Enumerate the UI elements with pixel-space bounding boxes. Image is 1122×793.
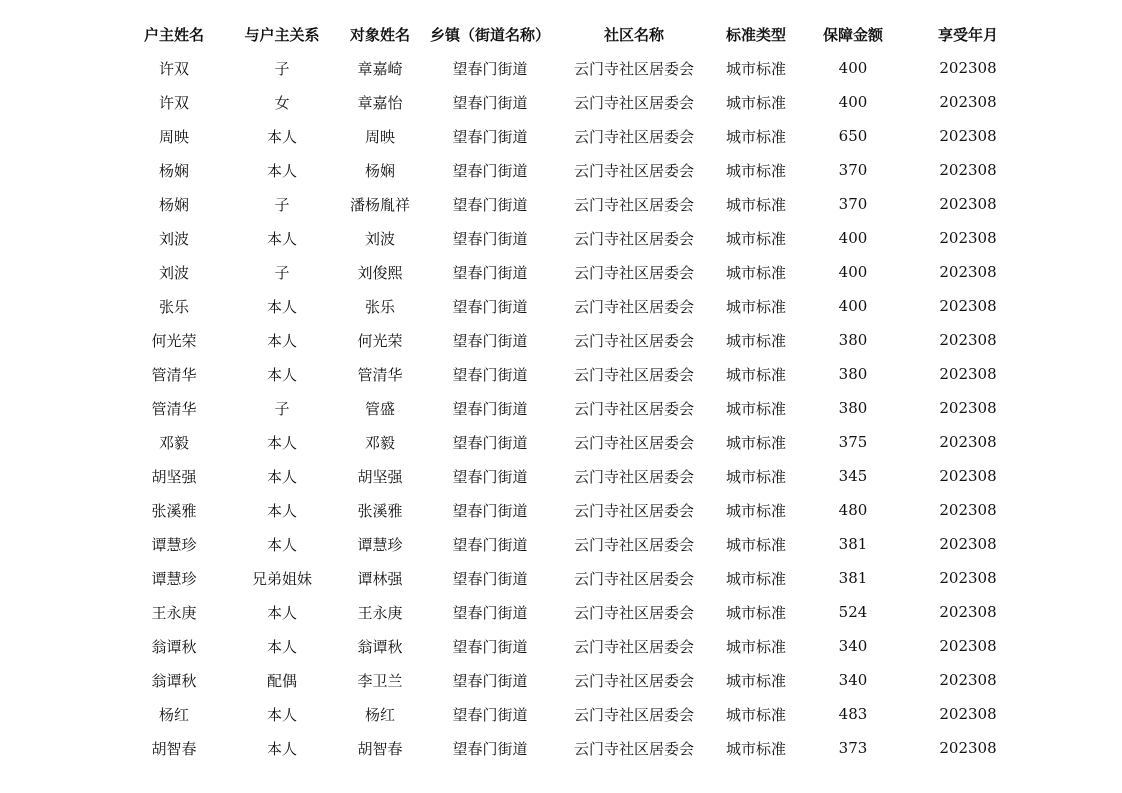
header-community: 社区名称 (603, 25, 664, 44)
cell-standard-type: 城市标准 (725, 535, 786, 554)
cell-recipient-name: 张乐 (364, 297, 395, 316)
cell-period: 202308 (939, 161, 997, 179)
cell-standard-type: 城市标准 (725, 705, 786, 724)
cell-household-head: 刘波 (158, 263, 189, 282)
cell-period: 202308 (939, 637, 997, 655)
cell-community: 云门寺社区居委会 (573, 399, 694, 418)
header-recipient-name: 对象姓名 (349, 25, 410, 44)
header-row (120, 17, 1030, 51)
table-row (120, 731, 1030, 765)
cell-township: 望春门街道 (452, 535, 528, 554)
cell-township: 望春门街道 (452, 229, 528, 248)
table-row (120, 527, 1030, 561)
table-row (120, 323, 1030, 357)
cell-township: 望春门街道 (452, 603, 528, 622)
cell-recipient-name: 管清华 (357, 365, 403, 384)
cell-relationship: 子 (274, 195, 290, 214)
cell-recipient-name: 李卫兰 (357, 671, 403, 690)
cell-recipient-name: 王永庚 (357, 603, 403, 622)
header-period: 享受年月 (937, 25, 998, 44)
cell-period: 202308 (939, 739, 997, 757)
cell-household-head: 管清华 (151, 365, 197, 384)
cell-township: 望春门街道 (452, 59, 528, 78)
cell-relationship: 本人 (266, 365, 297, 384)
cell-standard-type: 城市标准 (725, 229, 786, 248)
cell-recipient-name: 章嘉怡 (357, 93, 403, 112)
cell-amount: 400 (838, 93, 868, 111)
cell-township: 望春门街道 (452, 161, 528, 180)
cell-amount: 370 (838, 195, 868, 213)
cell-community: 云门寺社区居委会 (573, 705, 694, 724)
cell-standard-type: 城市标准 (725, 127, 786, 146)
cell-community: 云门寺社区居委会 (573, 229, 694, 248)
cell-community: 云门寺社区居委会 (573, 93, 694, 112)
cell-standard-type: 城市标准 (725, 637, 786, 656)
cell-recipient-name: 管盛 (364, 399, 395, 418)
cell-township: 望春门街道 (452, 365, 528, 384)
cell-household-head: 刘波 (158, 229, 189, 248)
table-row (120, 289, 1030, 323)
cell-period: 202308 (939, 59, 997, 77)
cell-relationship: 本人 (266, 229, 297, 248)
cell-amount: 381 (838, 569, 868, 587)
cell-household-head: 翁谭秋 (151, 637, 197, 656)
cell-recipient-name: 周映 (364, 127, 395, 146)
assistance-roster-table (120, 17, 1030, 765)
table-row (120, 119, 1030, 153)
cell-standard-type: 城市标准 (725, 331, 786, 350)
cell-recipient-name: 张溪雅 (357, 501, 403, 520)
cell-amount: 380 (838, 331, 868, 349)
cell-period: 202308 (939, 229, 997, 247)
cell-standard-type: 城市标准 (725, 501, 786, 520)
cell-period: 202308 (939, 127, 997, 145)
cell-township: 望春门街道 (452, 331, 528, 350)
cell-standard-type: 城市标准 (725, 263, 786, 282)
cell-standard-type: 城市标准 (725, 569, 786, 588)
cell-period: 202308 (939, 365, 997, 383)
table-row (120, 221, 1030, 255)
table-row (120, 153, 1030, 187)
table-row (120, 357, 1030, 391)
table-row (120, 85, 1030, 119)
cell-standard-type: 城市标准 (725, 433, 786, 452)
cell-period: 202308 (939, 433, 997, 451)
cell-relationship: 本人 (266, 603, 297, 622)
cell-relationship: 子 (274, 399, 290, 418)
cell-relationship: 本人 (266, 297, 297, 316)
cell-household-head: 翁谭秋 (151, 671, 197, 690)
table-row (120, 629, 1030, 663)
cell-relationship: 兄弟姐妹 (251, 569, 312, 588)
cell-amount: 650 (838, 127, 868, 145)
cell-amount: 340 (838, 637, 868, 655)
cell-recipient-name: 翁谭秋 (357, 637, 403, 656)
cell-township: 望春门街道 (452, 93, 528, 112)
cell-amount: 480 (838, 501, 868, 519)
cell-amount: 370 (838, 161, 868, 179)
cell-standard-type: 城市标准 (725, 365, 786, 384)
cell-community: 云门寺社区居委会 (573, 671, 694, 690)
cell-period: 202308 (939, 671, 997, 689)
cell-community: 云门寺社区居委会 (573, 603, 694, 622)
cell-township: 望春门街道 (452, 467, 528, 486)
cell-amount: 340 (838, 671, 868, 689)
cell-township: 望春门街道 (452, 399, 528, 418)
cell-relationship: 本人 (266, 535, 297, 554)
table-row (120, 663, 1030, 697)
cell-household-head: 谭慧珍 (151, 569, 197, 588)
cell-community: 云门寺社区居委会 (573, 161, 694, 180)
cell-period: 202308 (939, 705, 997, 723)
cell-recipient-name: 杨红 (364, 705, 395, 724)
cell-standard-type: 城市标准 (725, 297, 786, 316)
cell-relationship: 本人 (266, 705, 297, 724)
cell-township: 望春门街道 (452, 263, 528, 282)
cell-period: 202308 (939, 501, 997, 519)
cell-amount: 345 (838, 467, 868, 485)
cell-township: 望春门街道 (452, 739, 528, 758)
cell-community: 云门寺社区居委会 (573, 569, 694, 588)
cell-amount: 375 (838, 433, 868, 451)
cell-community: 云门寺社区居委会 (573, 127, 694, 146)
cell-amount: 400 (838, 229, 868, 247)
cell-period: 202308 (939, 93, 997, 111)
cell-community: 云门寺社区居委会 (573, 433, 694, 452)
cell-township: 望春门街道 (452, 297, 528, 316)
cell-period: 202308 (939, 603, 997, 621)
cell-standard-type: 城市标准 (725, 603, 786, 622)
cell-standard-type: 城市标准 (725, 93, 786, 112)
cell-recipient-name: 谭林强 (357, 569, 403, 588)
cell-recipient-name: 邓毅 (364, 433, 395, 452)
cell-community: 云门寺社区居委会 (573, 365, 694, 384)
table-body (120, 51, 1030, 765)
cell-township: 望春门街道 (452, 127, 528, 146)
table-header (120, 17, 1030, 51)
cell-period: 202308 (939, 399, 997, 417)
cell-relationship: 子 (274, 263, 290, 282)
table-row (120, 425, 1030, 459)
cell-community: 云门寺社区居委会 (573, 739, 694, 758)
cell-period: 202308 (939, 263, 997, 281)
cell-township: 望春门街道 (452, 501, 528, 520)
table-row (120, 697, 1030, 731)
header-standard-type: 标准类型 (725, 25, 786, 44)
cell-household-head: 邓毅 (158, 433, 189, 452)
cell-recipient-name: 潘杨胤祥 (349, 195, 410, 214)
cell-recipient-name: 杨娴 (364, 161, 395, 180)
cell-household-head: 何光荣 (151, 331, 197, 350)
cell-period: 202308 (939, 297, 997, 315)
cell-household-head: 杨红 (158, 705, 189, 724)
cell-relationship: 本人 (266, 467, 297, 486)
cell-recipient-name: 刘俊熙 (357, 263, 403, 282)
cell-community: 云门寺社区居委会 (573, 297, 694, 316)
cell-recipient-name: 刘波 (364, 229, 395, 248)
cell-household-head: 张乐 (158, 297, 189, 316)
table-row (120, 595, 1030, 629)
cell-township: 望春门街道 (452, 195, 528, 214)
cell-relationship: 本人 (266, 433, 297, 452)
cell-relationship: 配偶 (266, 671, 297, 690)
cell-relationship: 本人 (266, 331, 297, 350)
table-row (120, 187, 1030, 221)
cell-recipient-name: 胡智春 (357, 739, 403, 758)
cell-amount: 483 (838, 705, 868, 723)
cell-township: 望春门街道 (452, 569, 528, 588)
cell-community: 云门寺社区居委会 (573, 263, 694, 282)
cell-household-head: 王永庚 (151, 603, 197, 622)
cell-relationship: 本人 (266, 501, 297, 520)
cell-amount: 381 (838, 535, 868, 553)
cell-community: 云门寺社区居委会 (573, 59, 694, 78)
cell-period: 202308 (939, 569, 997, 587)
cell-period: 202308 (939, 195, 997, 213)
cell-community: 云门寺社区居委会 (573, 195, 694, 214)
cell-amount: 400 (838, 59, 868, 77)
cell-standard-type: 城市标准 (725, 59, 786, 78)
cell-recipient-name: 何光荣 (357, 331, 403, 350)
cell-household-head: 谭慧珍 (151, 535, 197, 554)
cell-relationship: 本人 (266, 637, 297, 656)
cell-household-head: 杨娴 (158, 161, 189, 180)
cell-standard-type: 城市标准 (725, 399, 786, 418)
cell-community: 云门寺社区居委会 (573, 501, 694, 520)
cell-relationship: 女 (274, 93, 290, 112)
table-row (120, 561, 1030, 595)
cell-township: 望春门街道 (452, 637, 528, 656)
cell-household-head: 周映 (158, 127, 189, 146)
cell-recipient-name: 谭慧珍 (357, 535, 403, 554)
header-relationship: 与户主关系 (244, 25, 320, 44)
cell-standard-type: 城市标准 (725, 467, 786, 486)
cell-household-head: 胡智春 (151, 739, 197, 758)
cell-standard-type: 城市标准 (725, 195, 786, 214)
cell-household-head: 许双 (158, 93, 189, 112)
cell-period: 202308 (939, 331, 997, 349)
cell-household-head: 张溪雅 (151, 501, 197, 520)
cell-period: 202308 (939, 535, 997, 553)
cell-standard-type: 城市标准 (725, 671, 786, 690)
cell-community: 云门寺社区居委会 (573, 637, 694, 656)
cell-relationship: 本人 (266, 127, 297, 146)
cell-amount: 373 (838, 739, 868, 757)
cell-community: 云门寺社区居委会 (573, 331, 694, 350)
cell-household-head: 杨娴 (158, 195, 189, 214)
cell-township: 望春门街道 (452, 705, 528, 724)
cell-amount: 380 (838, 399, 868, 417)
header-amount: 保障金额 (822, 25, 883, 44)
header-township: 乡镇（街道名称） (429, 25, 550, 44)
cell-amount: 380 (838, 365, 868, 383)
cell-recipient-name: 胡坚强 (357, 467, 403, 486)
table-row (120, 255, 1030, 289)
cell-standard-type: 城市标准 (725, 161, 786, 180)
table-row (120, 493, 1030, 527)
cell-community: 云门寺社区居委会 (573, 535, 694, 554)
cell-relationship: 本人 (266, 161, 297, 180)
cell-household-head: 管清华 (151, 399, 197, 418)
cell-household-head: 胡坚强 (151, 467, 197, 486)
cell-standard-type: 城市标准 (725, 739, 786, 758)
cell-amount: 400 (838, 297, 868, 315)
cell-amount: 524 (838, 603, 868, 621)
cell-township: 望春门街道 (452, 671, 528, 690)
cell-relationship: 子 (274, 59, 290, 78)
cell-recipient-name: 章嘉崎 (357, 59, 403, 78)
header-household-head: 户主姓名 (143, 25, 204, 44)
cell-relationship: 本人 (266, 739, 297, 758)
table-row (120, 459, 1030, 493)
cell-township: 望春门街道 (452, 433, 528, 452)
cell-community: 云门寺社区居委会 (573, 467, 694, 486)
table-row (120, 391, 1030, 425)
table-row (120, 51, 1030, 85)
cell-period: 202308 (939, 467, 997, 485)
cell-household-head: 许双 (158, 59, 189, 78)
cell-amount: 400 (838, 263, 868, 281)
